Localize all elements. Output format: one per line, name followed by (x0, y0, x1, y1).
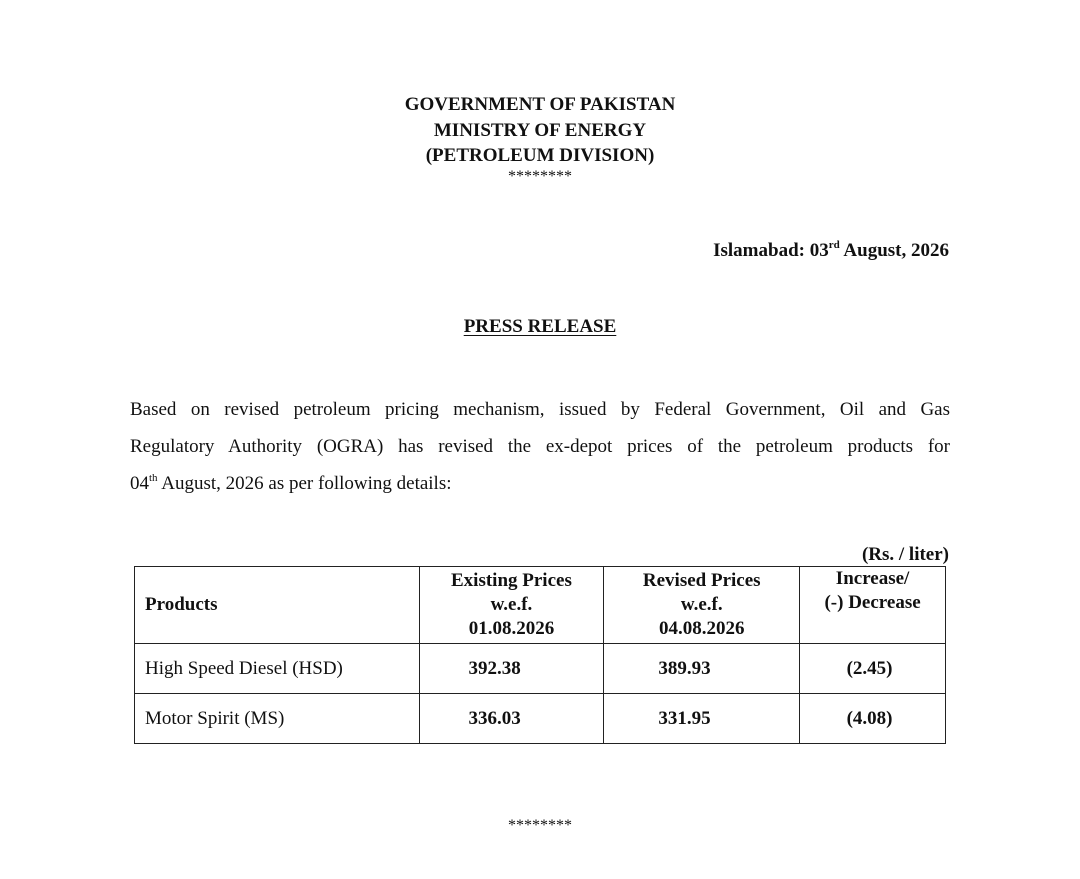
header-change (800, 567, 946, 644)
header-revised-line-2: w.e.f. (680, 594, 723, 615)
header-existing-line-1: Existing Prices (451, 570, 572, 591)
row-product: Motor Spirit (MS) (135, 694, 420, 744)
footer-stars: ******** (508, 817, 572, 834)
paragraph-line-1: Based on revised petroleum pricing mechanism, issued by Federal Government, Oil and Gas (130, 399, 950, 420)
dateline-rest: August, 2026 (839, 240, 949, 261)
dateline (713, 240, 949, 262)
header-change-line-2: (-) Decrease (824, 592, 921, 613)
paragraph-line-3-rest: August, 2026 as per following details: (157, 473, 452, 494)
row-product: High Speed Diesel (HSD) (135, 644, 420, 694)
letterhead-division: (PETROLEUM DIVISION) (425, 145, 655, 166)
paragraph-date-prefix: 04 (130, 473, 149, 494)
price-table (134, 566, 946, 744)
letterhead-ministry: MINISTRY OF ENERGY (433, 119, 647, 141)
header-change-line-1: Increase/ (835, 568, 910, 589)
header-revised-line-3: 04.08.2026 (658, 618, 745, 639)
table-row (135, 694, 946, 744)
unit-label: (Rs. / liter) (861, 544, 949, 565)
dateline-ordinal: rd (828, 239, 840, 251)
row-revised-price: 331.95 (604, 694, 800, 744)
page-title (0, 316, 1080, 338)
row-revised-price: 389.93 (604, 644, 800, 694)
letterhead (0, 92, 1080, 185)
page-title-text: PRESS RELEASE (463, 316, 617, 337)
dateline-prefix: Islamabad: 03 (713, 240, 829, 261)
header-revised-line-1: Revised Prices (642, 570, 761, 591)
header-existing-line-2: w.e.f. (490, 594, 533, 615)
header-existing-line-3: 01.08.2026 (468, 618, 555, 639)
header-existing-prices (419, 567, 604, 644)
table-row (135, 644, 946, 694)
header-products: Products (135, 567, 420, 644)
letterhead-stars: ******** (508, 167, 572, 185)
table-header-row (135, 567, 946, 644)
letterhead-government: GOVERNMENT OF PAKISTAN (404, 94, 676, 115)
row-price-change: (2.45) (800, 644, 946, 694)
row-price-change: (4.08) (800, 694, 946, 744)
paragraph-line-2: Regulatory Authority (OGRA) has revised the ex-depot prices of the petroleum products for (130, 436, 950, 457)
paragraph-line-3 (130, 465, 950, 505)
paragraph-date-ordinal: th (149, 472, 158, 484)
body-paragraph (130, 391, 950, 505)
header-revised-prices (604, 567, 800, 644)
row-existing-price: 336.03 (419, 694, 604, 744)
row-existing-price: 392.38 (419, 644, 604, 694)
